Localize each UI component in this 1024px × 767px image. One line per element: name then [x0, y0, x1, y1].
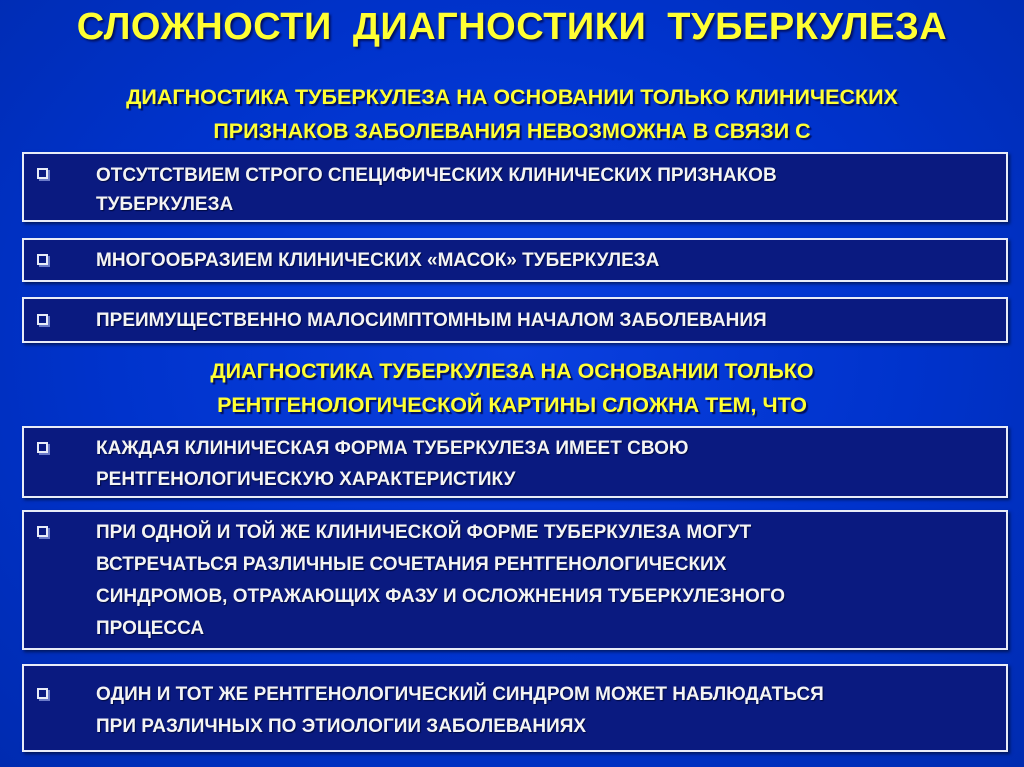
list-item-same-syndrome-different-etiology	[22, 664, 1008, 752]
list-item-line: ОТСУТСТВИЕМ СТРОГО СПЕЦИФИЧЕСКИХ КЛИНИЧЕСКИХ ПРИЗНАКОВ	[96, 165, 777, 186]
list-item-line: ПРОЦЕССА	[96, 618, 205, 639]
section-heading-clinical	[0, 80, 1024, 148]
list-item-line: МНОГООБРАЗИЕМ КЛИНИЧЕСКИХ «МАСОК» ТУБЕРКУЛЕЗА	[96, 250, 660, 271]
list-item-low-symptom-onset	[22, 297, 1008, 343]
list-item-clinical-masks	[22, 238, 1008, 282]
list-item-line: ТУБЕРКУЛЕЗА	[96, 194, 234, 215]
list-item-line: ПРИ ОДНОЙ И ТОЙ ЖЕ КЛИНИЧЕСКОЙ ФОРМЕ ТУБЕРКУЛЕЗА МОГУТ	[96, 522, 752, 543]
list-item-text	[96, 517, 986, 645]
list-item-line: СИНДРОМОВ, ОТРАЖАЮЩИХ ФАЗУ И ОСЛОЖНЕНИЯ ТУБЕРКУЛЕЗНОГО	[96, 586, 786, 607]
section-heading-line: ПРИЗНАКОВ ЗАБОЛЕВАНИЯ НЕВОЗМОЖНА В СВЯЗИ С	[213, 119, 811, 143]
list-item-line: ПРЕИМУЩЕСТВЕННО МАЛОСИМПТОМНЫМ НАЧАЛОМ ЗАБОЛЕВАНИЯ	[96, 310, 767, 331]
list-item-own-xray-characteristic	[22, 426, 1008, 498]
list-item-line: ВСТРЕЧАТЬСЯ РАЗЛИЧНЫЕ СОЧЕТАНИЯ РЕНТГЕНОЛОГИЧЕСКИХ	[96, 554, 727, 575]
section-heading-line: ДИАГНОСТИКА ТУБЕРКУЛЕЗА НА ОСНОВАНИИ ТОЛЬКО	[210, 359, 814, 383]
section-heading-line: ДИАГНОСТИКА ТУБЕРКУЛЕЗА НА ОСНОВАНИИ ТОЛЬКО КЛИНИЧЕСКИХ	[126, 85, 898, 109]
section-heading-line: РЕНТГЕНОЛОГИЧЕСКОЙ КАРТИНЫ СЛОЖНА ТЕМ, ЧТО	[217, 393, 807, 417]
list-item-line: ПРИ РАЗЛИЧНЫХ ПО ЭТИОЛОГИИ ЗАБОЛЕВАНИЯХ	[96, 716, 587, 737]
square-bullet-icon	[37, 526, 48, 537]
square-bullet-icon	[37, 254, 48, 265]
square-bullet-icon	[37, 442, 48, 453]
list-item-line: РЕНТГЕНОЛОГИЧЕСКУЮ ХАРАКТЕРИСТИКУ	[96, 469, 516, 490]
list-item-line: КАЖДАЯ КЛИНИЧЕСКАЯ ФОРМА ТУБЕРКУЛЕЗА ИМЕЕТ СВОЮ	[96, 438, 689, 459]
list-item-text	[96, 679, 986, 743]
list-item-no-specific-signs	[22, 152, 1008, 222]
list-item-text	[96, 248, 986, 274]
section-heading-radiological	[0, 354, 1024, 422]
list-item-text	[96, 308, 986, 334]
list-item-various-syndrome-combinations	[22, 510, 1008, 650]
slide-title: СЛОЖНОСТИ ДИАГНОСТИКИ ТУБЕРКУЛЕЗА	[76, 6, 948, 48]
square-bullet-icon	[37, 168, 48, 179]
list-item-text	[96, 433, 986, 495]
list-item-line: ОДИН И ТОТ ЖЕ РЕНТГЕНОЛОГИЧЕСКИЙ СИНДРОМ МОЖЕТ НАБЛЮДАТЬСЯ	[96, 684, 824, 705]
square-bullet-icon	[37, 314, 48, 325]
list-item-text	[96, 161, 986, 219]
square-bullet-icon	[37, 688, 48, 699]
